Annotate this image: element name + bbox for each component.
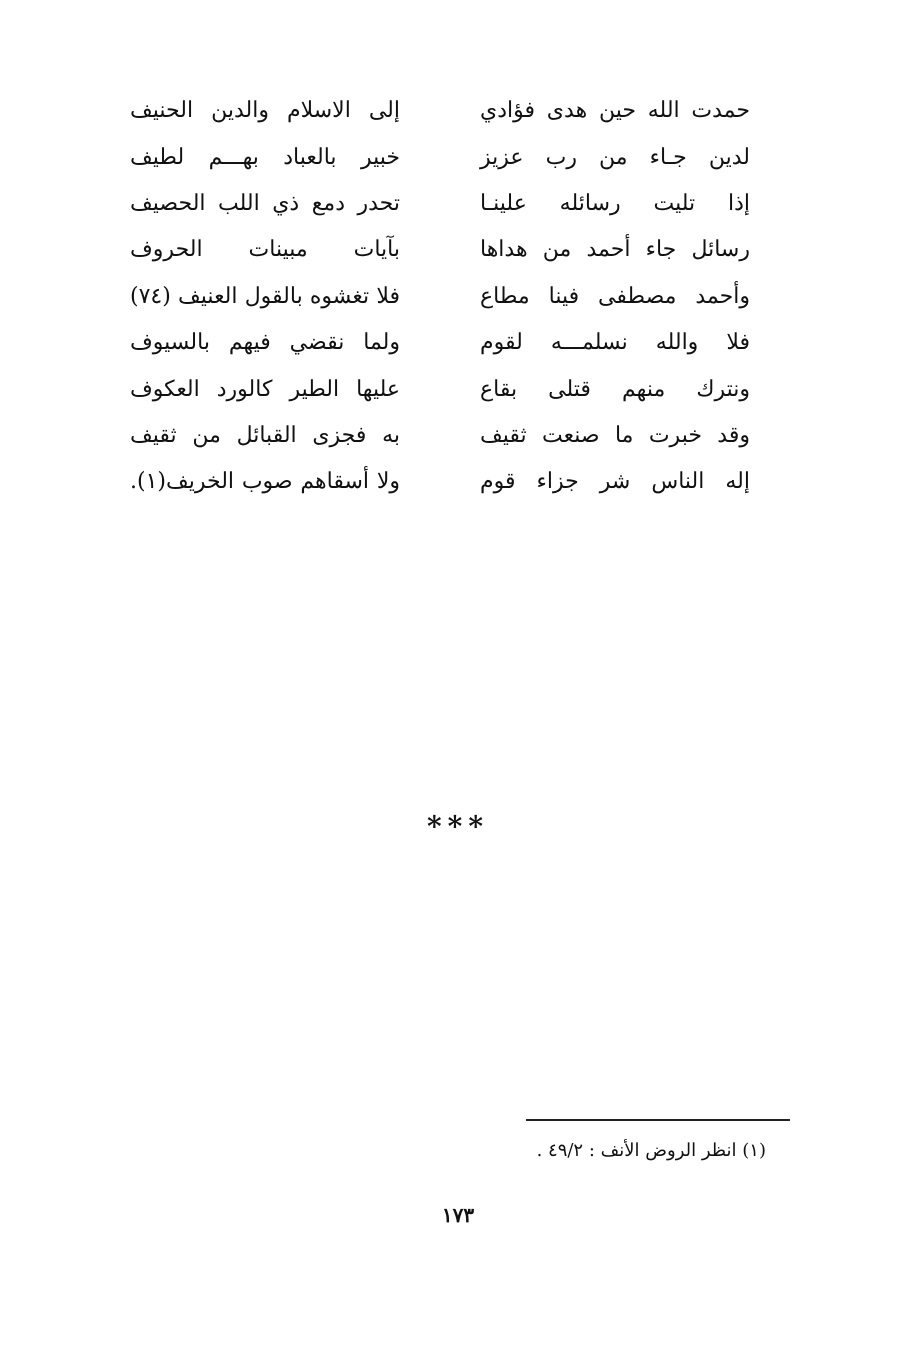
verse-5 xyxy=(130,274,750,320)
hemistich-second: ولا أسقاهم صوب الخريف(١). xyxy=(130,469,400,495)
footnote: (١) انظر الروض الأنف : ٤٩/٢ . xyxy=(536,1140,766,1161)
verse-9 xyxy=(130,459,750,505)
verse-4 xyxy=(130,227,750,273)
hemistich-second: خبير بالعباد بهـــم لطيف xyxy=(130,144,400,170)
hemistich-first: وقد خبرت ما صنعت ثقيف xyxy=(480,422,750,448)
hemistich-second: إلى الاسلام والدين الحنيف xyxy=(130,98,400,124)
page-number: ١٧٣ xyxy=(441,1203,475,1227)
verse-3 xyxy=(130,181,750,227)
footnote-divider xyxy=(526,1119,790,1121)
hemistich-first: ونترك منهم قتلى بقاع xyxy=(480,376,750,402)
verse-7 xyxy=(130,366,750,412)
hemistich-second: فلا تغشوه بالقول العنيف (٧٤) xyxy=(130,283,400,309)
verse-2 xyxy=(130,134,750,180)
hemistich-first: إذا تليت رسائله علينـا xyxy=(480,190,750,216)
hemistich-second: به فجزى القبائل من ثقيف xyxy=(130,422,400,448)
verse-1 xyxy=(130,88,750,134)
hemistich-first: حمدت الله حين هدى فؤادي xyxy=(480,98,750,124)
hemistich-second: عليها الطير كالورد العكوف xyxy=(130,376,400,402)
hemistich-first: إله الناس شر جزاء قوم xyxy=(480,469,750,495)
hemistich-first: وأحمد مصطفى فينا مطاع xyxy=(480,283,750,309)
poem xyxy=(130,88,750,506)
hemistich-second: ولما نقضي فيهم بالسيوف xyxy=(130,330,400,356)
hemistich-second: تحدر دمع ذي اللب الحصيف xyxy=(130,190,400,216)
section-separator: *** xyxy=(427,810,489,843)
hemistich-first: فلا والله نسلمـــه لقوم xyxy=(480,330,750,356)
hemistich-second: بآيات مبينات الحروف xyxy=(130,237,400,263)
verse-6 xyxy=(130,320,750,366)
verse-8 xyxy=(130,413,750,459)
hemistich-first: لدين جـاء من رب عزيز xyxy=(480,144,750,170)
hemistich-first: رسائل جاء أحمد من هداها xyxy=(480,237,750,263)
